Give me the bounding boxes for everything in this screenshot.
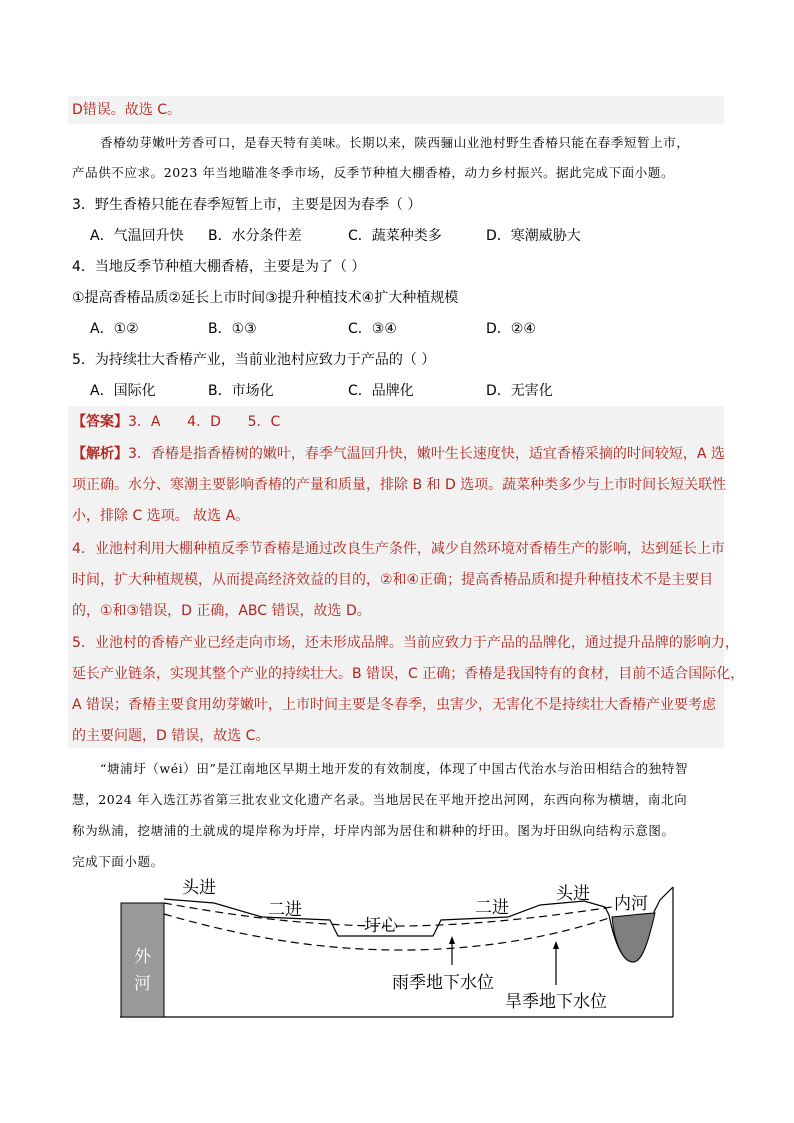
label-head-right: 头进 — [556, 884, 590, 904]
analysis-4-line2: 时间，扩大种植规模，从而提高经济效益的目的，②和④正确；提高香椿品质和提升种植技术不是主要目 — [72, 572, 714, 588]
q3-option-a: A．气温回升快 — [90, 228, 184, 244]
passage1-line1: 香椿幼芽嫩叶芳香可口，是春天特有美味。长期以来，陕西骊山业池村野生香椿只能在春季短暂上市， — [100, 135, 690, 150]
q4-option-d: D．②④ — [486, 321, 536, 337]
analysis-5-line4: 的主要问题，D 错误，故选 C。 — [72, 728, 270, 744]
answer-row — [72, 413, 280, 431]
q5-option-c: C．品牌化 — [348, 383, 414, 399]
analysis-5-line2: 延长产业链条，实现其整个产业的持续壮大。B 错误，C 正确；香椿是我国特有的食材，目前不适合国际化， — [72, 666, 745, 682]
q5-option-a: A．国际化 — [90, 383, 156, 399]
polder-cross-section-diagram — [0, 870, 794, 1030]
label-dry-water-table: 旱季地下水位 — [505, 992, 607, 1012]
passage2-line4: 完成下面小题。 — [72, 854, 164, 869]
label-second-left: 二进 — [268, 900, 302, 920]
q4-option-c: C．③④ — [348, 321, 397, 337]
label-inner-river: 内河 — [614, 894, 648, 914]
passage2-line3: 称为纵浦，挖塘浦的土就成的堤岸称为圩岸，圩岸内部为居住和耕种的圩田。图为圩田纵向结构示意图。 — [72, 823, 675, 838]
analysis-3-line3: 小，排除 C 选项。 故选 A。 — [72, 508, 250, 524]
inner-river-water — [612, 913, 655, 962]
question-4-statements: ①提高香椿品质②延长上市时间③提升种植技术④扩大种植规模 — [72, 290, 459, 306]
analysis-4-line1: 4．业池村利用大棚种植反季节香椿是通过改良生产条件，减少自然环境对香椿生产的影响，达到延长上市 — [72, 541, 725, 557]
label-polder-center: 圩心 — [364, 916, 398, 936]
previous-answer-tail: D错误。故选 C。 — [72, 102, 182, 118]
q4-option-b: B．①③ — [208, 321, 257, 337]
question-5-stem: 5．为持续壮大香椿产业，当前业池村应致力于产品的（ ） — [72, 352, 436, 368]
question-3-stem: 3．野生香椿只能在春季短暂上市，主要是因为春季（ ） — [72, 197, 422, 213]
label-rainy-water-table: 雨季地下水位 — [392, 973, 494, 993]
label-second-right: 二进 — [475, 898, 509, 918]
passage2-line1: “塘浦圩（wéi）田”是江南地区早期土地开发的有效制度，体现了中国古代治水与治田相结合的独特智 — [100, 761, 689, 776]
analysis-5-line1: 5．业池村的香椿产业已经走向市场，还未形成品牌。当前应致力于产品的品牌化，通过提升品牌的影响力， — [72, 635, 739, 651]
label-head-left: 头进 — [182, 878, 216, 898]
analysis-3-line1 — [72, 445, 725, 463]
analysis-label: 【解析】 — [72, 446, 128, 462]
label-outer-river-char1: 外 — [134, 947, 151, 967]
passage2-line2: 慧，2024 年入选江苏省第三批农业文化遗产名录。当地居民在平地开挖出河网，东西向称为横塘，南北向 — [72, 792, 688, 807]
answer-label: 【答案】 — [72, 414, 128, 430]
label-outer-river-char2: 河 — [134, 974, 151, 994]
q3-option-c: C．蔬菜种类多 — [348, 228, 442, 244]
analysis-3-text-1: 3．香椿是指香椿树的嫩叶，春季气温回升快，嫩叶生长速度快，适宜香椿采摘的时间较短，A 选 — [128, 446, 725, 462]
q3-option-b: B．水分条件差 — [208, 228, 302, 244]
dry-arrow-head — [553, 941, 559, 949]
analysis-5-line3: A 错误；香椿主要食用幼芽嫩叶，上市时间主要是冬春季，虫害少，无害化不是持续壮大香椿产业要考虑 — [72, 697, 717, 713]
q5-option-d: D．无害化 — [486, 383, 553, 399]
q5-option-b: B．市场化 — [208, 383, 274, 399]
answer-text: 3．A 4．D 5．C — [128, 414, 281, 430]
q3-option-d: D．寒潮威胁大 — [486, 228, 581, 244]
analysis-3-line2: 项正确。水分、寒潮主要影响香椿的产量和质量，排除 B 和 D 选项。蔬菜种类多少与上市时间长短关联性 — [72, 477, 727, 493]
question-4-stem: 4．当地反季节种植大棚香椿，主要是为了（ ） — [72, 259, 366, 275]
rainy-arrow-head — [449, 936, 455, 944]
analysis-4-line3: 的，①和③错误，D 正确，ABC 错误，故选 D。 — [72, 603, 371, 619]
passage1-line2: 产品供不应求。2023 年当地瞄准冬季市场，反季节种植大棚香椿，动力乡村振兴。据此完成下面小题。 — [72, 165, 675, 180]
q4-option-a: A．①② — [90, 321, 139, 337]
